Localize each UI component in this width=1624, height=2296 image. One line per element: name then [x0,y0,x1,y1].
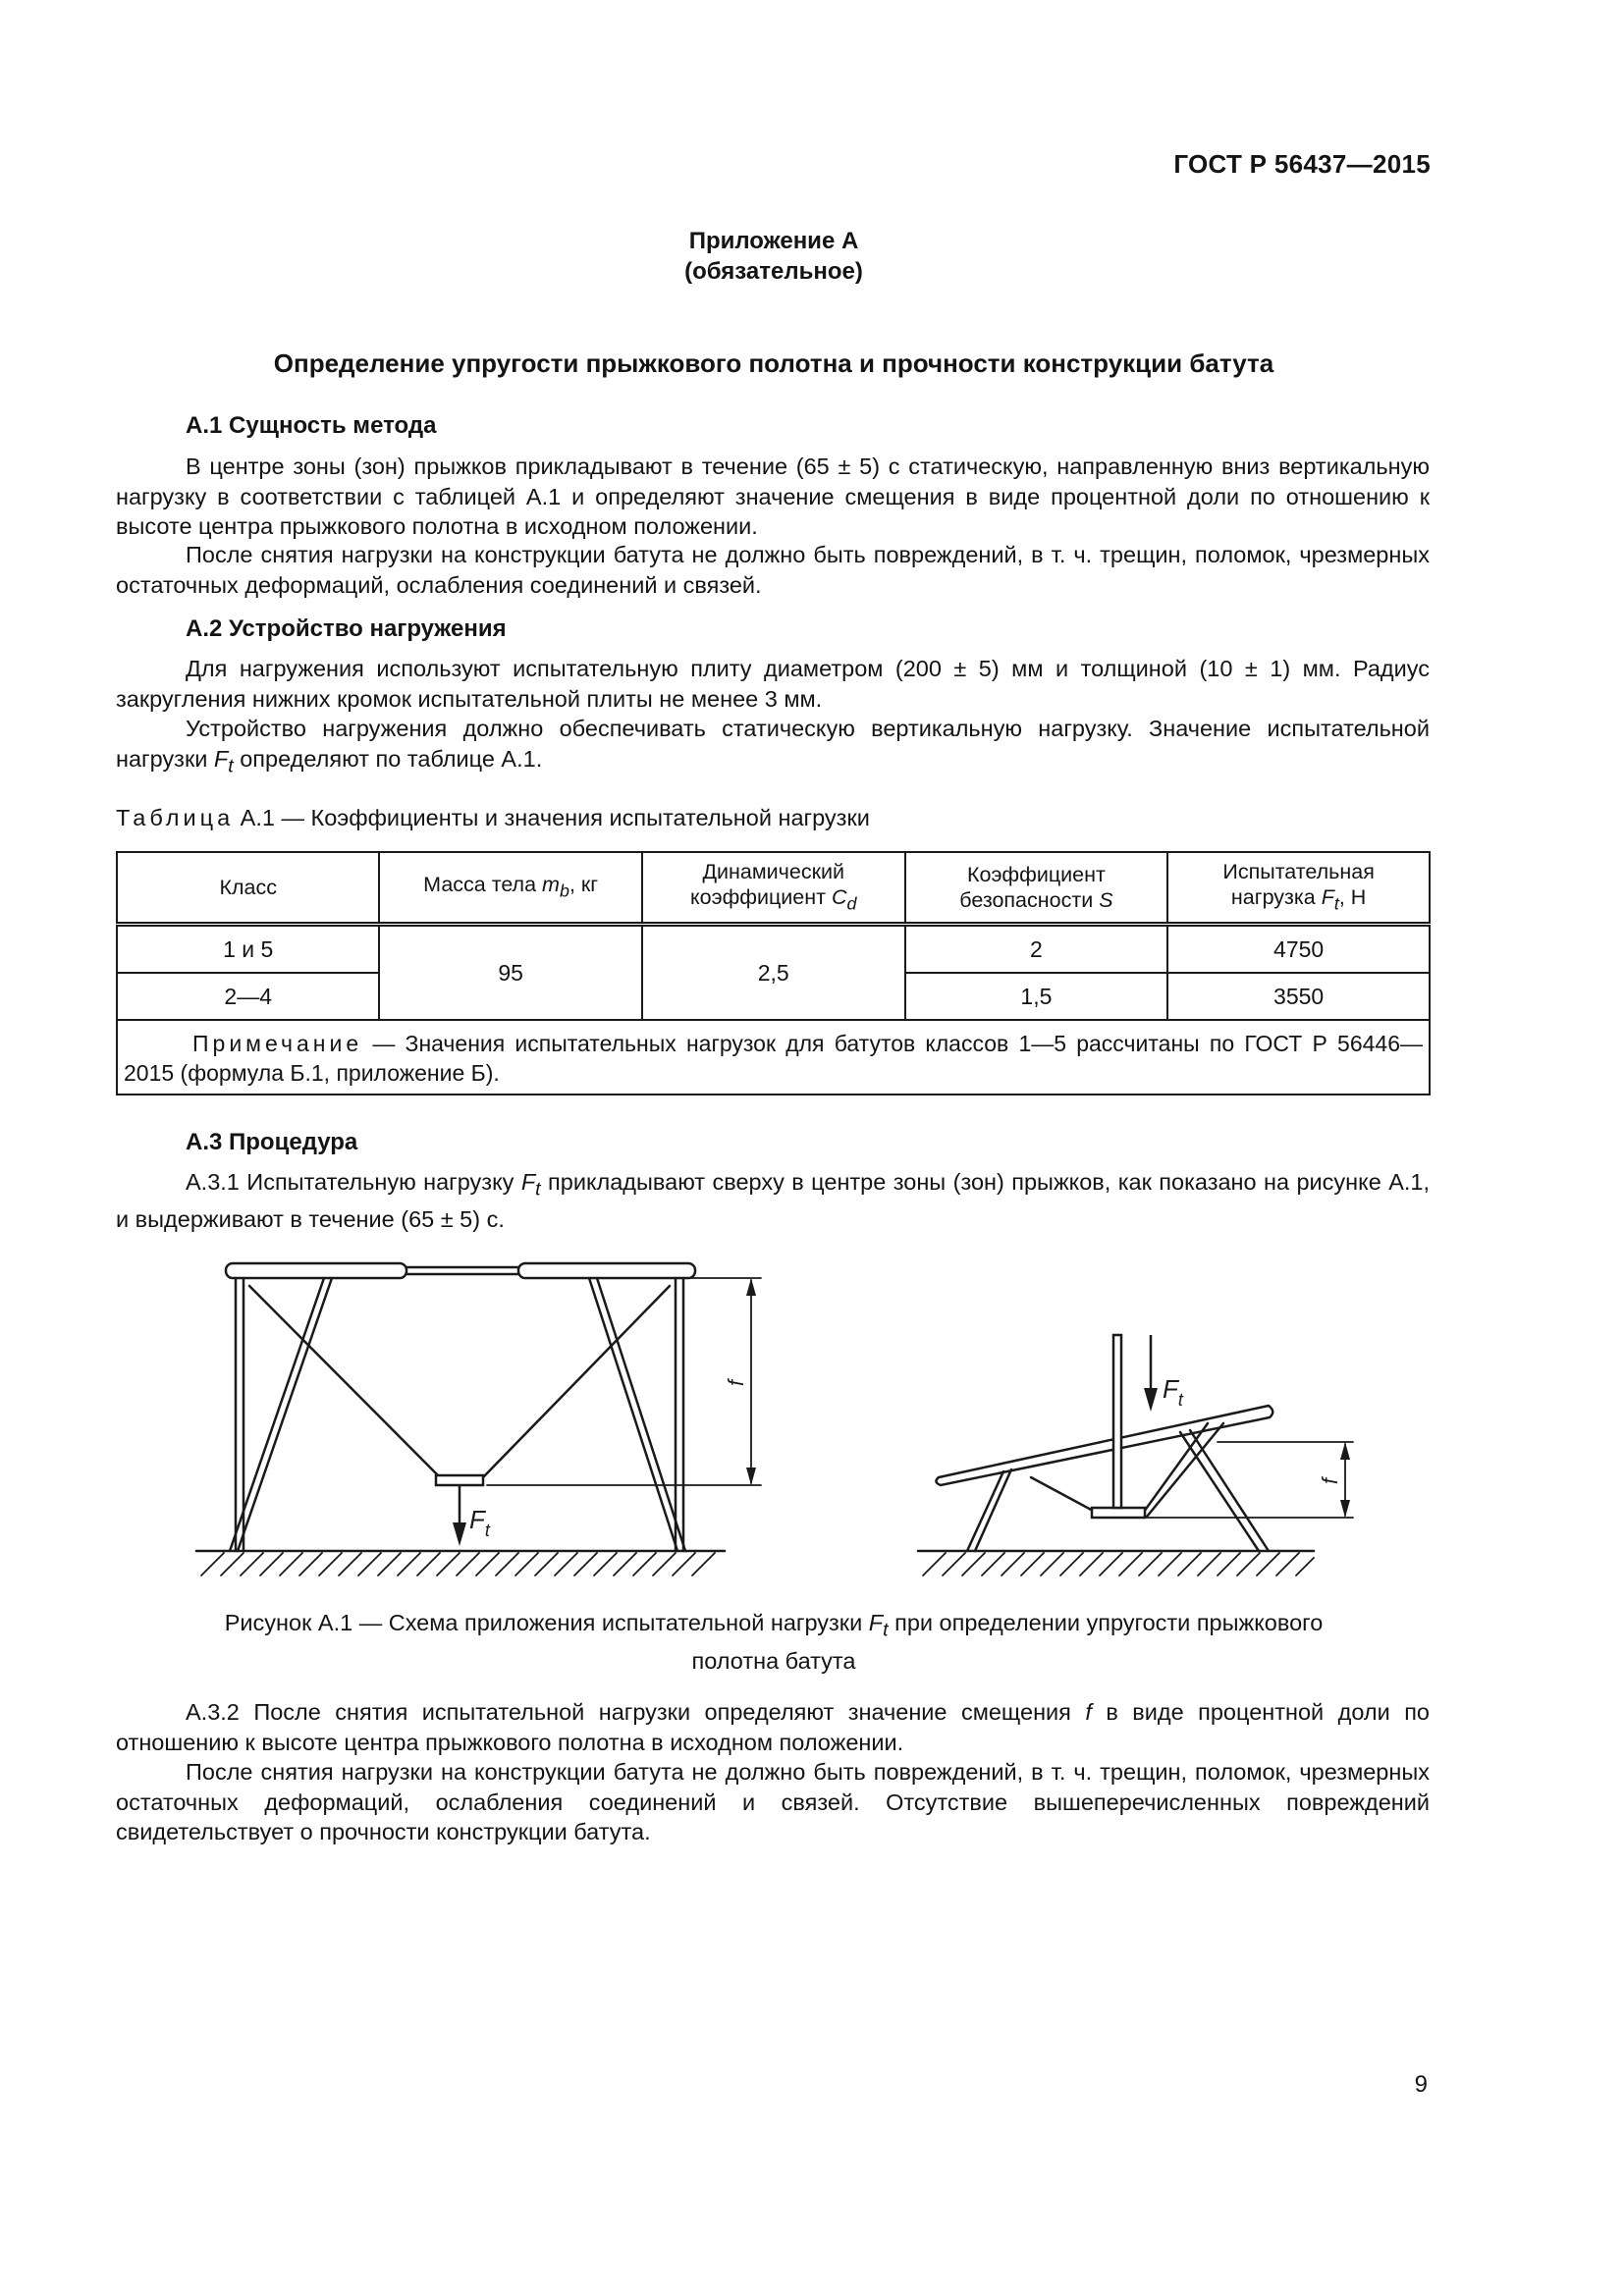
standard-number: ГОСТ Р 56437—2015 [1173,149,1431,179]
paragraph-a2-1: Для нагружения используют испытательную плиту диаметром (200 ± 5) мм и толщиной (10 ± 1) мм. Радиус закругления нижних кромок испытательной плиты не менее 3 мм. [116,656,1430,712]
ground-hatch-right [923,1553,1314,1575]
appendix-title: Приложение А [688,228,859,254]
cell-class: 2—4 [117,973,379,1020]
table-row [117,925,1430,974]
header-class: Класс [117,852,379,925]
paragraph-a3-2-2: После снятия нагрузки на конструкции батута не должно быть повреждений, в т. ч. трещин, поломок, чрезмерных остаточных деформаций, ослабления соединений и связей. Отсутствие вышеперечисленных повреждений свидетельствует о прочности конструкции батута. [116,1759,1430,1844]
load-table [116,851,1431,1095]
cell-load: 3550 [1167,973,1430,1020]
paragraph-a1-2: После снятия нагрузки на конструкции батута не должно быть повреждений, в т. ч. трещин, поломок, чрезмерных остаточных деформаций, ослабления соединений и связей. [116,542,1430,598]
trampoline-load-diagram [177,1247,1355,1585]
cell-load: 4750 [1167,925,1430,974]
label-Ft-left: $F_t$ [469,1505,490,1540]
document-title: Определение упругости прыжкового полотна и прочности конструкции батута [273,348,1274,378]
cell-mass: 95 [379,925,641,1021]
paragraph-a3-2-1: А.3.2 После снятия испытательной нагрузки определяют значение смещения f в виде процентной доли по отношению к высоте центра прыжкового полотна в исходном положении. [116,1699,1430,1755]
paragraph-a1-1: В центре зоны (зон) прыжков прикладывают в течение (65 ± 5) с статическую, направленную вниз вертикальную нагрузку в соответствии с таблицей А.1 и определяют значение смещения в виде процентной доли по отношению к высоте центра прыжкового полотна в исходном положении. [116,454,1430,539]
appendix-heading [116,226,1432,287]
cell-class: 1 и 5 [117,925,379,974]
cell-safety: 1,5 [905,973,1168,1020]
cell-safety: 2 [905,925,1168,974]
cell-dynamic: 2,5 [642,925,905,1021]
figure-caption: Рисунок А.1 — Схема приложения испытательной нагрузки $F_t$ при определении упругости прыжкового полотна батута [224,1610,1324,1674]
table-header-row [117,852,1430,925]
appendix-subtitle: (обязательное) [684,258,863,285]
table-caption: Таблица А.1 — Коэффициенты и значения испытательной нагрузки [116,805,870,830]
label-Ft-right: $F_t$ [1163,1374,1183,1410]
header-safety-coefficient: Коэффициент безопасности S [905,852,1168,925]
paragraph-a2-2: Устройство нагружения должно обеспечивать статическую вертикальную нагрузку. Значение испытательной нагрузки $F_t$ определяют по таблице А.1. [116,716,1430,777]
table-note-row [117,1020,1430,1095]
paragraph-a3-1: А.3.1 Испытательную нагрузку $F_t$ прикладывают сверху в центре зоны (зон) прыжков, как показано на рисунке А.1, и выдерживают в течение (65 ± 5) с. [116,1169,1431,1233]
label-f-right: f [1318,1477,1342,1484]
header-test-load: Испытательная нагрузка $F_t$, Н [1167,852,1430,925]
section-heading-a1: А.1 Сущность метода [186,412,437,439]
ground-hatch-left [201,1553,715,1575]
section-heading-a2: А.2 Устройство нагружения [186,615,507,642]
section-heading-a3: А.3 Процедура [186,1129,358,1155]
page-number: 9 [1414,2071,1428,2098]
header-mass: Масса тела $m_b$, кг [379,852,641,925]
table-note: Примечание — Значения испытательных нагрузок для батутов классов 1—5 рассчитаны по ГОСТ Р 56446—2015 (формула Б.1, приложение Б). [117,1020,1430,1095]
label-f-left: f [724,1379,748,1386]
header-dynamic-coefficient: Динамический коэффициент $C_d$ [642,852,905,925]
